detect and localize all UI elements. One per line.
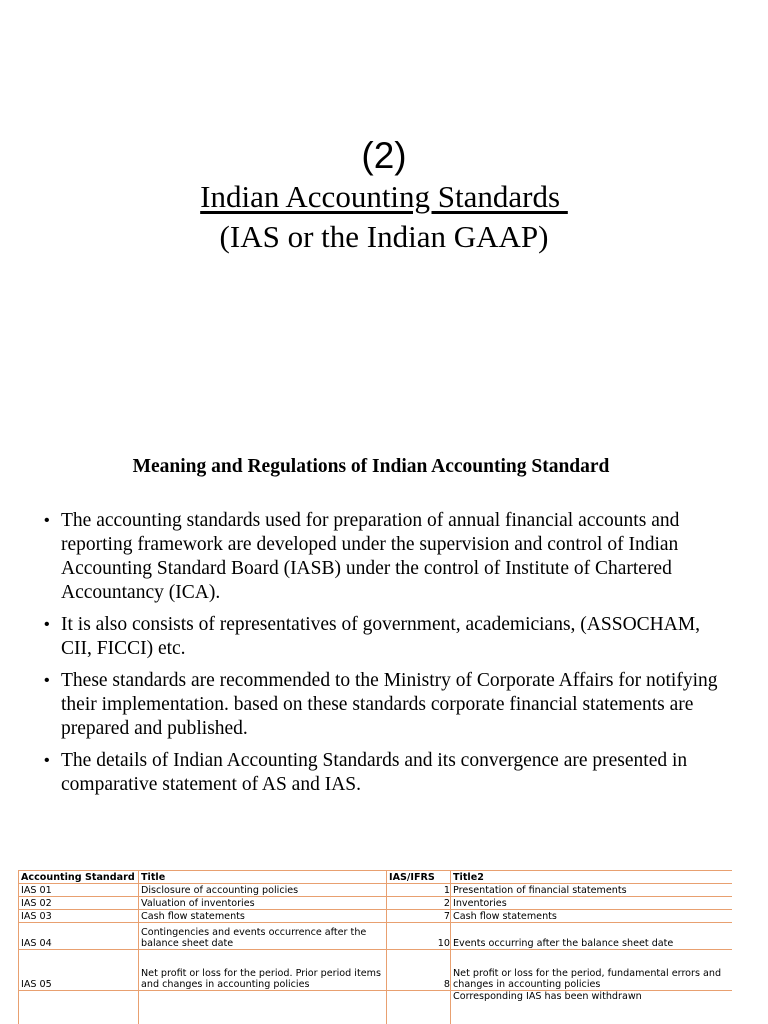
bullet-text: The details of Indian Accounting Standards and its convergence are presented in comparative statement of AS and IAS. xyxy=(61,750,688,795)
cell-ias-number: 1 xyxy=(387,884,451,897)
cell-standard: IAS 01 xyxy=(19,884,139,897)
cell-title: Contingencies and events occurrence after the balance sheet date xyxy=(139,923,387,950)
cell-standard xyxy=(19,991,139,1024)
comparison-table-container xyxy=(18,870,732,1024)
cell-title: Cash flow statements xyxy=(139,910,387,923)
cell-ias-number xyxy=(387,991,451,1024)
bullet-dot: • xyxy=(44,752,50,769)
section-heading: Meaning and Regulations of Indian Accounting Standard xyxy=(132,456,610,477)
bullet-text: These standards are recommended to the Ministry of Corporate Affairs for notifying their implementation. based on these standards corporate financial statements are prepared and published. xyxy=(61,670,718,739)
cell-title2: Presentation of financial statements xyxy=(451,884,733,897)
cell-title2: Inventories xyxy=(451,897,733,910)
header-title: Title xyxy=(139,871,387,884)
cell-ias-number: 10 xyxy=(387,923,451,950)
cell-standard: IAS 04 xyxy=(19,923,139,950)
cell-standard: IAS 05 xyxy=(19,950,139,991)
bullet-dot: • xyxy=(44,616,50,633)
cell-title xyxy=(139,991,387,1024)
bullet-dot: • xyxy=(44,512,50,529)
bullet-item xyxy=(44,509,734,605)
slide-title xyxy=(0,178,768,216)
cell-title2: Corresponding IAS has been withdrawn xyxy=(451,991,733,1024)
table-row xyxy=(19,910,733,923)
table-header-row xyxy=(19,871,733,884)
cell-title2: Events occurring after the balance sheet date xyxy=(451,923,733,950)
bullet-item xyxy=(44,749,734,797)
cell-ias-number: 2 xyxy=(387,897,451,910)
bullet-text: It is also consists of representatives of government, academicians, (ASSOCHAM, CII, FICCI) etc. xyxy=(61,614,701,659)
bullet-dot: • xyxy=(44,672,50,689)
header-ias-ifrs: IAS/IFRS xyxy=(387,871,451,884)
table-row xyxy=(19,897,733,910)
cell-title: Disclosure of accounting policies xyxy=(139,884,387,897)
comparison-table xyxy=(18,870,732,1024)
slide-title-underlined: Indian Accounting Standards xyxy=(200,179,568,214)
cell-title: Valuation of inventories xyxy=(139,897,387,910)
table-row xyxy=(19,991,733,1024)
table-row xyxy=(19,884,733,897)
table-row xyxy=(19,950,733,991)
bullet-item xyxy=(44,613,734,661)
cell-ias-number: 8 xyxy=(387,950,451,991)
cell-ias-number: 7 xyxy=(387,910,451,923)
header-accounting-standard: Accounting Standard xyxy=(19,871,139,884)
slide-number: (2) xyxy=(361,135,407,176)
cell-standard: IAS 03 xyxy=(19,910,139,923)
header-title2: Title2 xyxy=(451,871,733,884)
cell-title2: Cash flow statements xyxy=(451,910,733,923)
table-row xyxy=(19,923,733,950)
cell-title2: Net profit or loss for the period, fundamental errors and changes in accounting policies xyxy=(451,950,733,991)
bullet-item xyxy=(44,669,734,741)
cell-standard: IAS 02 xyxy=(19,897,139,910)
bullet-list xyxy=(44,509,734,805)
bullet-text: The accounting standards used for preparation of annual financial accounts and reporting framework are developed under the supervision and control of Indian Accounting Standard Board (IASB) under the control of Institute of Chartered Accountancy (ICA). xyxy=(61,510,680,603)
slide-subtitle: (IAS or the Indian GAAP) xyxy=(219,219,549,254)
cell-title: Net profit or loss for the period. Prior period items and changes in accounting policies xyxy=(139,950,387,991)
